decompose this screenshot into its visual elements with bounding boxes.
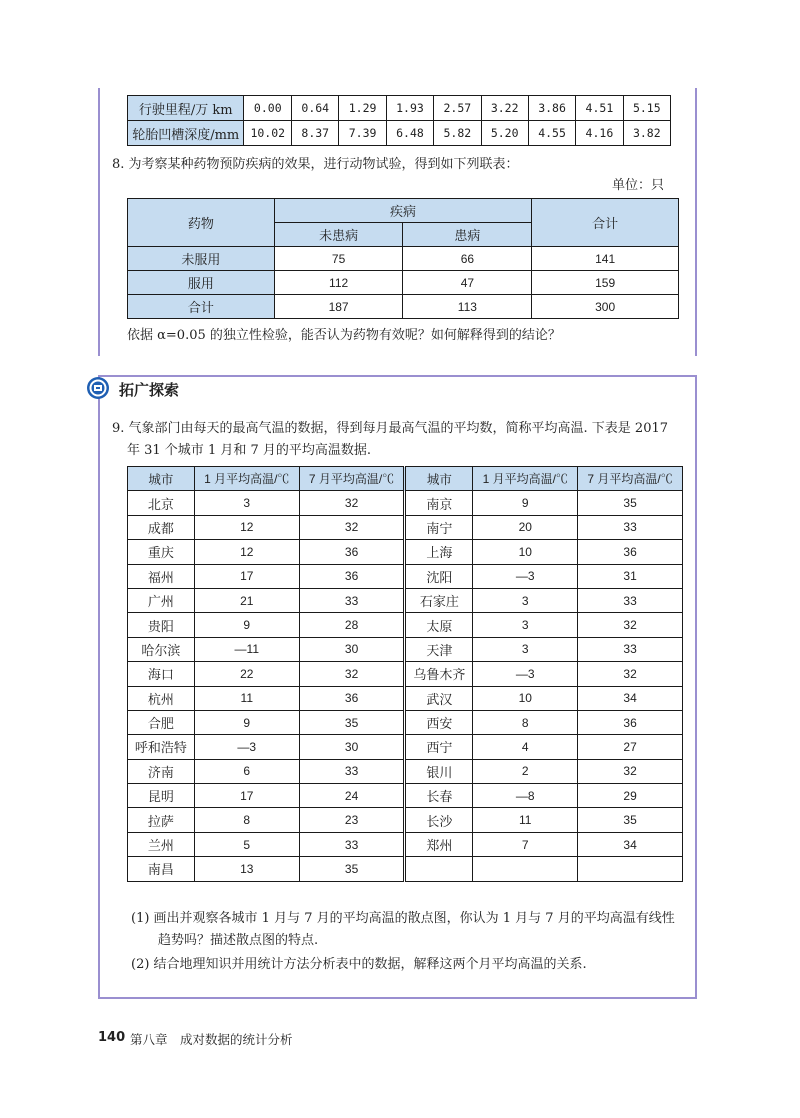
cell: 113 [403,295,532,319]
cell: 66 [403,247,532,271]
cell: 5.15 [623,96,670,121]
cell: 112 [274,271,403,295]
jul-temp: 32 [578,662,683,686]
table-row [128,832,683,856]
cell: 75 [274,247,403,271]
jul-temp: 32 [299,491,405,515]
table-row [128,613,683,637]
column-header: 1 月平均高温/℃ [473,467,578,491]
jul-temp: 30 [299,735,405,759]
jan-temp: 9 [194,613,299,637]
city-name: 南昌 [128,857,195,881]
city-name: 西宁 [405,735,473,759]
header-no-disease: 未患病 [274,223,403,247]
table-row [128,710,683,734]
table-row [128,121,671,146]
question-8-prompt: 依据 α=0.05 的独立性检验，能否认为药物有效呢？如何解释得到的结论？ [127,328,561,343]
cell: 8.37 [292,121,339,146]
cell: 300 [532,295,679,319]
table-row [128,686,683,710]
city-name: 呼和浩特 [128,735,195,759]
city-name: 乌鲁木齐 [405,662,473,686]
jul-temp: 31 [578,564,683,588]
jan-temp: —8 [473,784,578,808]
jul-temp: 23 [299,808,405,832]
chapter-title: 第八章 成对数据的统计分析 [130,1032,293,1047]
cell: 4.51 [576,96,623,121]
column-header: 城市 [128,467,195,491]
table-row [128,515,683,539]
header-disease-yes: 患病 [403,223,532,247]
city-name: 西安 [405,710,473,734]
section-title: 拓广探索 [119,381,180,399]
jan-temp: 4 [473,735,578,759]
jan-temp: 5 [194,832,299,856]
city-name: 天津 [405,637,473,661]
jan-temp: 8 [194,808,299,832]
jul-temp: 29 [578,784,683,808]
jan-temp: 8 [473,710,578,734]
sub-question-1-line-1: (1) 画出并观察各城市 1 月与 7 月的平均高温的散点图，你认为 1 月与 7 月的平均高温有线性 [131,911,675,926]
city-name: 长沙 [405,808,473,832]
city-temperature-table [127,466,683,882]
jul-temp: 34 [578,832,683,856]
jan-temp: 6 [194,759,299,783]
jul-temp: 33 [299,759,405,783]
unit-label: 单位：只 [612,178,665,193]
cell: 6.48 [386,121,433,146]
table-row [128,588,683,612]
table-row [128,271,679,295]
row-label: 服用 [128,271,275,295]
city-name: 广州 [128,588,195,612]
header-disease: 疾病 [274,199,532,223]
city-name: 福州 [128,564,195,588]
city-name: 北京 [128,491,195,515]
table-row [128,637,683,661]
city-name: 昆明 [128,784,195,808]
cell: 10.02 [244,121,292,146]
city-name: 济南 [128,759,195,783]
cell: 159 [532,271,679,295]
jan-temp: 2 [473,759,578,783]
jan-temp: 3 [473,637,578,661]
row-label: 未服用 [128,247,275,271]
cell: 1.29 [339,96,386,121]
column-header: 7 月平均高温/℃ [578,467,683,491]
jul-temp: 36 [578,540,683,564]
cell: 2.57 [434,96,481,121]
cell: 5.20 [481,121,528,146]
jan-temp: 9 [194,710,299,734]
jul-temp: 36 [578,710,683,734]
city-name: 长春 [405,784,473,808]
city-name: 哈尔滨 [128,637,195,661]
column-header: 城市 [405,467,473,491]
jan-temp: 17 [194,564,299,588]
table-row [128,662,683,686]
jul-temp: 33 [299,588,405,612]
jan-temp: 21 [194,588,299,612]
jul-temp: 28 [299,613,405,637]
jul-temp: 33 [578,515,683,539]
city-name: 银川 [405,759,473,783]
cell: 4.16 [576,121,623,146]
table-row [128,735,683,759]
jul-temp: 32 [578,613,683,637]
jan-temp: —11 [194,637,299,661]
city-name: 沈阳 [405,564,473,588]
city-name: 兰州 [128,832,195,856]
row-header: 轮胎凹槽深度/mm [128,121,244,146]
jul-temp: 24 [299,784,405,808]
header-total: 合计 [532,199,679,247]
sub-question-1-line-2: 趋势吗？描述散点图的特点. [158,933,319,948]
city-name: 上海 [405,540,473,564]
cell: 4.55 [528,121,575,146]
cell: 3.22 [481,96,528,121]
jan-temp: 22 [194,662,299,686]
jul-temp: 36 [299,564,405,588]
table-row [128,784,683,808]
city-name [405,857,473,881]
jul-temp: 32 [299,515,405,539]
cell: 3.82 [623,121,670,146]
city-name: 贵阳 [128,613,195,637]
jan-temp: 17 [194,784,299,808]
jan-temp: —3 [194,735,299,759]
question-9-line-2: 年 31 个城市 1 月和 7 月的平均高温数据. [127,443,372,458]
table-row [128,564,683,588]
city-name: 石家庄 [405,588,473,612]
jan-temp [473,857,578,881]
sub-question-2: (2) 结合地理知识并用统计方法分析表中的数据，解释这两个月平均高温的关系. [131,957,587,972]
explore-icon [86,376,110,400]
table-row [128,491,683,515]
city-name: 杭州 [128,686,195,710]
jan-temp: 3 [473,588,578,612]
column-header: 7 月平均高温/℃ [299,467,405,491]
jul-temp: 33 [299,832,405,856]
jul-temp: 36 [299,540,405,564]
jan-temp: 11 [194,686,299,710]
question-8-text: 8. 为考察某种药物预防疾病的效果，进行动物试验，得到如下列联表： [112,157,519,172]
table-row [128,247,679,271]
row-label: 合计 [128,295,275,319]
jul-temp: 35 [299,857,405,881]
cell: 7.39 [339,121,386,146]
cell: 3.86 [528,96,575,121]
table-row [128,199,679,223]
jan-temp: 3 [473,613,578,637]
jan-temp: 12 [194,540,299,564]
jan-temp: 12 [194,515,299,539]
table-row [128,808,683,832]
jul-temp [578,857,683,881]
jul-temp: 33 [578,637,683,661]
jul-temp: 32 [299,662,405,686]
city-name: 成都 [128,515,195,539]
jan-temp: 10 [473,540,578,564]
jul-temp: 30 [299,637,405,661]
jan-temp: 13 [194,857,299,881]
cell: 5.82 [434,121,481,146]
contingency-table [127,198,679,319]
cell: 0.64 [292,96,339,121]
table-row [128,540,683,564]
jan-temp: 20 [473,515,578,539]
jan-temp: —3 [473,564,578,588]
city-name: 重庆 [128,540,195,564]
jul-temp: 35 [578,491,683,515]
page-number: 140 [98,1030,126,1045]
cell: 0.00 [244,96,292,121]
table-header-row [128,467,683,491]
jul-temp: 36 [299,686,405,710]
city-name: 太原 [405,613,473,637]
header-drug: 药物 [128,199,275,247]
table-row [128,96,671,121]
city-name: 南宁 [405,515,473,539]
city-name: 合肥 [128,710,195,734]
jan-temp: 7 [473,832,578,856]
jan-temp: 10 [473,686,578,710]
mileage-table [127,95,671,146]
jul-temp: 35 [299,710,405,734]
jul-temp: 34 [578,686,683,710]
jul-temp: 35 [578,808,683,832]
city-name: 海口 [128,662,195,686]
city-name: 武汉 [405,686,473,710]
column-header: 1 月平均高温/℃ [194,467,299,491]
cell: 47 [403,271,532,295]
jan-temp: —3 [473,662,578,686]
jul-temp: 33 [578,588,683,612]
city-name: 拉萨 [128,808,195,832]
jul-temp: 32 [578,759,683,783]
city-name: 南京 [405,491,473,515]
jan-temp: 3 [194,491,299,515]
jan-temp: 9 [473,491,578,515]
jul-temp: 27 [578,735,683,759]
cell: 187 [274,295,403,319]
cell: 1.93 [386,96,433,121]
table-row [128,857,683,881]
jan-temp: 11 [473,808,578,832]
cell: 141 [532,247,679,271]
table-row [128,759,683,783]
question-9-line-1: 9. 气象部门由每天的最高气温的数据，得到每月最高气温的平均数，简称平均高温. 下表是 2017 [112,421,669,436]
row-header: 行驶里程/万 km [128,96,244,121]
city-name: 郑州 [405,832,473,856]
table-row [128,295,679,319]
